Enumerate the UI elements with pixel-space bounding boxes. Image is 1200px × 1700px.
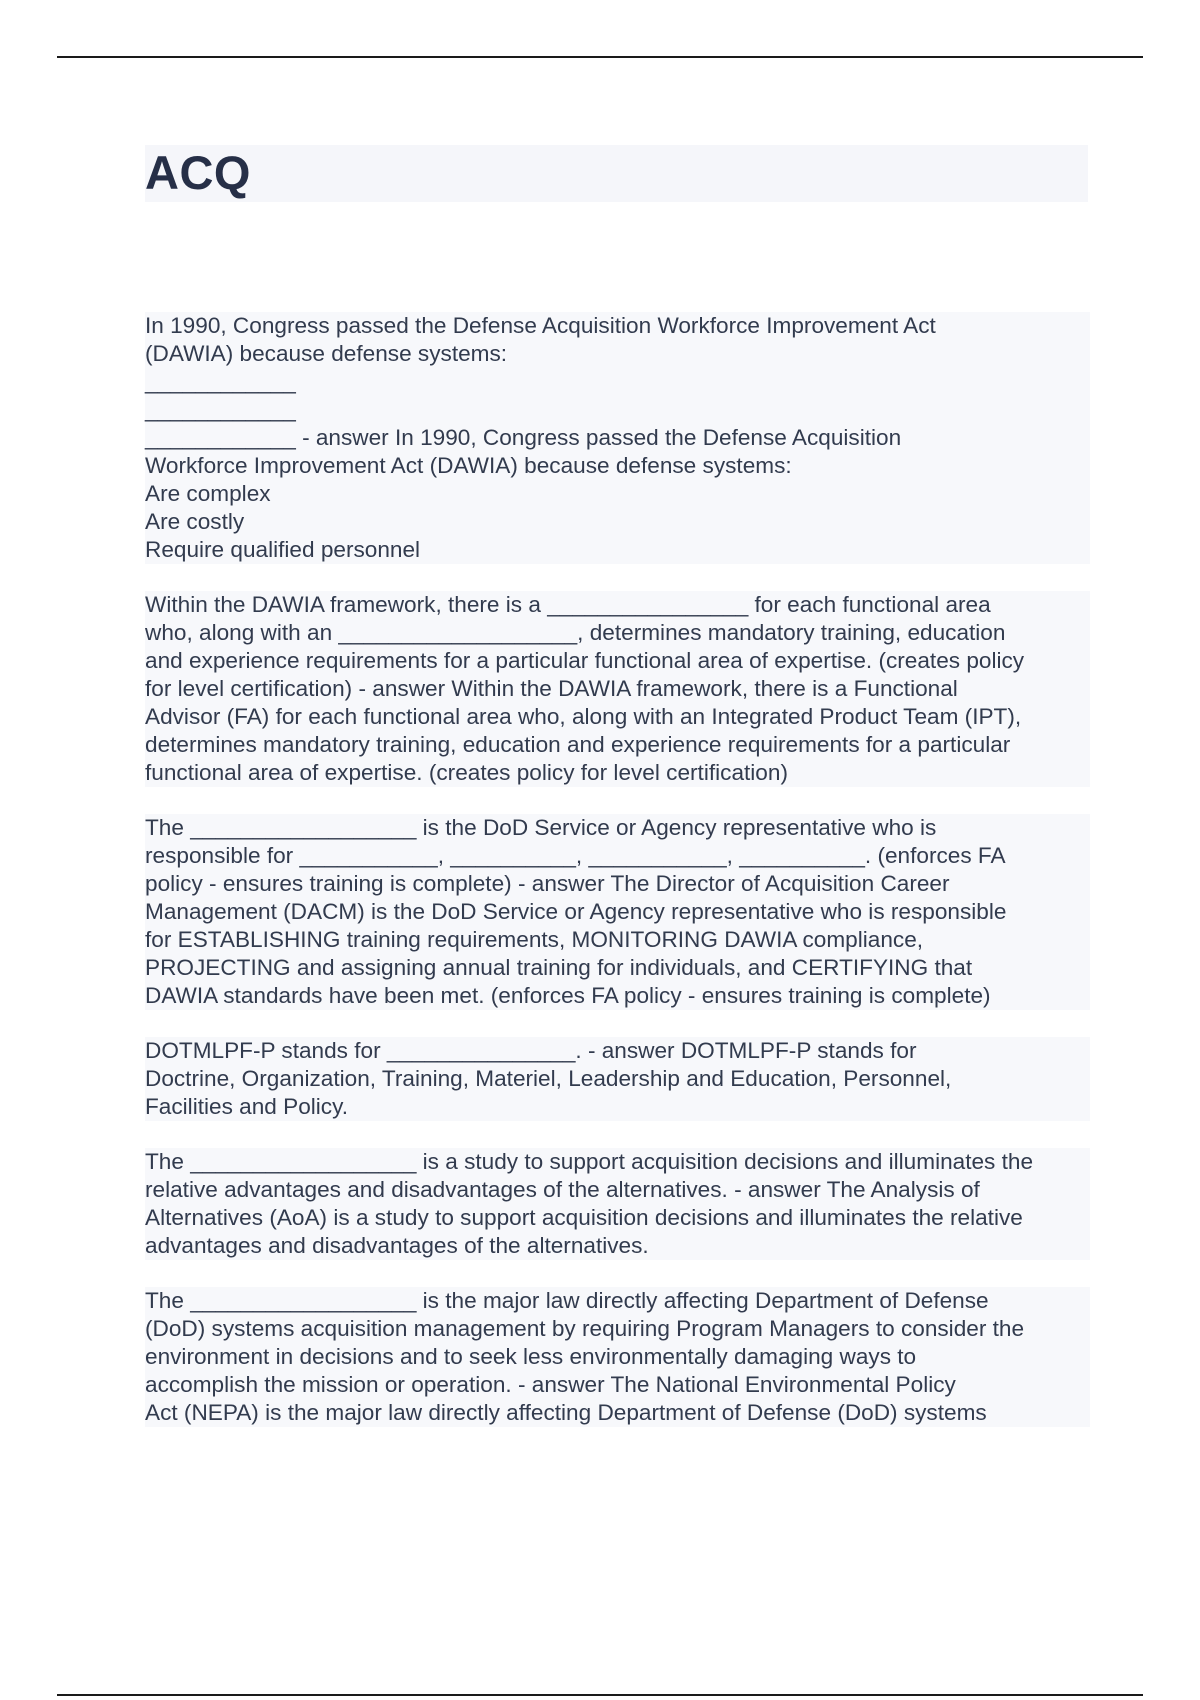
qa-entry: [145, 814, 1090, 1010]
text-line: advantages and disadvantages of the alternatives.: [145, 1233, 649, 1258]
bottom-rule: [57, 1694, 1143, 1696]
title-band: [145, 145, 1088, 202]
text-line: who, along with an ___________________, determines mandatory training, education: [145, 620, 1006, 645]
qa-entry: [145, 1148, 1090, 1260]
qa-entry: [145, 591, 1090, 787]
text-line: Within the DAWIA framework, there is a ________________ for each functional area: [145, 592, 991, 617]
document-body: [145, 312, 1090, 1454]
qa-entry: [145, 1287, 1090, 1427]
text-line: Advisor (FA) for each functional area who, along with an Integrated Product Team (IPT),: [145, 704, 1022, 729]
text-line: Alternatives (AoA) is a study to support acquisition decisions and illuminates the relative: [145, 1205, 1023, 1230]
text-line: and experience requirements for a particular functional area of expertise. (creates policy: [145, 648, 1025, 673]
text-line: (DAWIA) because defense systems:: [145, 341, 508, 366]
text-line: (DoD) systems acquisition management by requiring Program Managers to consider the: [145, 1316, 1025, 1341]
text-line: The __________________ is a study to support acquisition decisions and illuminates the: [145, 1149, 1034, 1174]
qa-entry: [145, 1037, 1090, 1121]
text-line: relative advantages and disadvantages of the alternatives. - answer The Analysis of: [145, 1177, 980, 1202]
text-line: DOTMLPF-P stands for _______________. - answer DOTMLPF-P stands for: [145, 1038, 917, 1063]
text-line: responsible for ___________, __________, ___________, __________. (enforces FA: [145, 843, 1006, 868]
text-line: Facilities and Policy.: [145, 1094, 349, 1119]
text-line: accomplish the mission or operation. - answer The National Environmental Policy: [145, 1372, 956, 1397]
text-line: Require qualified personnel: [145, 537, 421, 562]
text-line: The __________________ is the major law directly affecting Department of Defense: [145, 1288, 989, 1313]
text-line: DAWIA standards have been met. (enforces FA policy - ensures training is complete): [145, 983, 991, 1008]
text-line: Are costly: [145, 509, 245, 534]
text-line: ____________: [145, 369, 296, 394]
text-line: Workforce Improvement Act (DAWIA) because defense systems:: [145, 453, 792, 478]
text-line: Act (NEPA) is the major law directly affecting Department of Defense (DoD) systems: [145, 1400, 987, 1425]
text-line: ____________: [145, 397, 296, 422]
text-line: PROJECTING and assigning annual training for individuals, and CERTIFYING that: [145, 955, 973, 980]
text-line: for level certification) - answer Within the DAWIA framework, there is a Functional: [145, 676, 958, 701]
text-line: policy - ensures training is complete) - answer The Director of Acquisition Career: [145, 871, 950, 896]
text-line: The __________________ is the DoD Service or Agency representative who is: [145, 815, 937, 840]
text-line: Are complex: [145, 481, 271, 506]
text-line: Doctrine, Organization, Training, Materiel, Leadership and Education, Personnel,: [145, 1066, 952, 1091]
top-rule: [57, 56, 1143, 58]
document-title: ACQ: [145, 146, 251, 199]
text-line: In 1990, Congress passed the Defense Acquisition Workforce Improvement Act: [145, 313, 936, 338]
text-line: ____________ - answer In 1990, Congress passed the Defense Acquisition: [145, 425, 902, 450]
text-line: for ESTABLISHING training requirements, MONITORING DAWIA compliance,: [145, 927, 924, 952]
text-line: Management (DACM) is the DoD Service or Agency representative who is responsible: [145, 899, 1007, 924]
qa-entry: [145, 312, 1090, 564]
text-line: determines mandatory training, education and experience requirements for a particular: [145, 732, 1011, 757]
text-line: functional area of expertise. (creates policy for level certification): [145, 760, 788, 785]
text-line: environment in decisions and to seek less environmentally damaging ways to: [145, 1344, 917, 1369]
